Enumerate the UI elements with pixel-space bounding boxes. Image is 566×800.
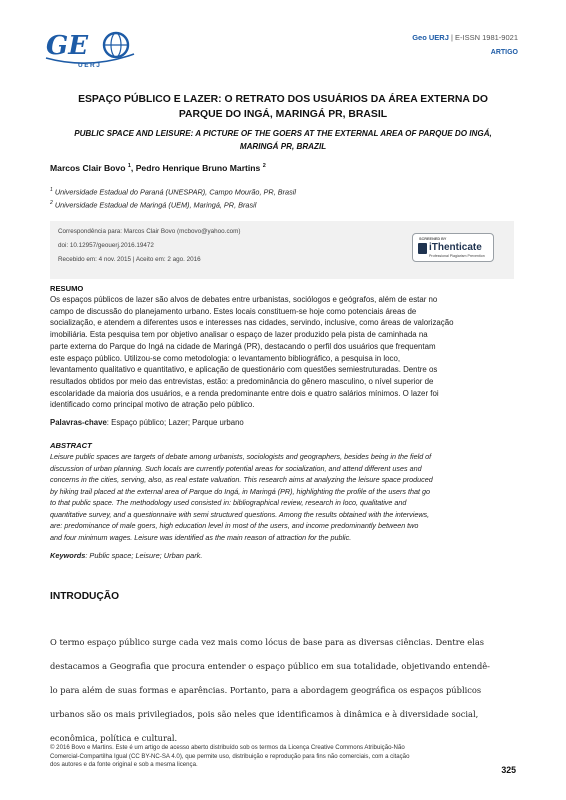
resumo-line: Os espaços públicos de lazer são alvos de debates entre urbanistas, sociólogos e geógrafos, além de estar no (50, 295, 438, 304)
resumo-line: resultados obtidos por meio das entrevistas, estão: a predominância do gênero masculino, o nível superior de (50, 376, 434, 386)
keywords-text: : Public space; Leisure; Urban park. (85, 551, 203, 560)
keywords-label: Keywords (50, 551, 86, 560)
abstract-line: Leisure public spaces are targets of debate among urbanists, sociologists and geographers, besides being in the field of (50, 452, 432, 461)
intro-line: O termo espaço público surge cada vez mais como lócus de base para as diversas ciências. Dentre elas (50, 637, 485, 647)
resumo-line: levantamento qualitativo e quantitativo, e aplicação de questionário com questões semiestruturadas. Dentre os (50, 365, 438, 375)
ithenticate-brand: iThenticate (429, 242, 482, 253)
keywords-text: : Espaço público; Lazer; Parque urbano (106, 418, 244, 427)
author-sup: 2 (262, 163, 266, 170)
issn: E-ISSN 1981-9021 (455, 33, 518, 42)
abstract-body (50, 451, 514, 543)
article-title: ESPAÇO PÚBLICO E LAZER: O RETRATO DOS USUÁRIOS DA ÁREA EXTERNA DO PARQUE DO INGÁ, MARINGÁ PR, BRASIL (78, 94, 488, 120)
affiliation (50, 187, 296, 196)
affiliation (50, 200, 256, 209)
footer-line: © 2016 Bovo e Martins. Este é um artigo de acesso aberto distribuído sob os termos da Licença Creative Commons Atribuição-Não (50, 744, 405, 751)
affiliation-text: Universidade Estadual de Maringá (UEM), Maringá, PR, Brasil (54, 200, 257, 210)
resumo-line: este espaço público. Utilizou-se como metodologia: o levantamento bibliográfico, a pesquisa in loco, (50, 353, 401, 363)
keywords (50, 551, 202, 560)
abstract-heading: ABSTRACT (50, 441, 92, 450)
intro-line: urbanos são os mais privilegiados, pois são neles que identificamos à dinâmica e à diversidade social, (50, 709, 479, 719)
affiliation-sup: 2 (50, 200, 53, 206)
screened-by-label: SCREENED BY (419, 237, 447, 241)
intro-line: econômica, política e cultural. (50, 733, 178, 743)
abstract-line: by hiking trail placed at the external area of Parque do Ingá, in Maringá (PR), highlighting the profile of the users that go (50, 486, 430, 496)
affiliation-sup: 1 (50, 187, 53, 193)
abstract-line: discussion of urban planning. Such locals are currently potential areas for socialization, and attend different uses and (50, 463, 422, 473)
journal-name: Geo UERJ (412, 33, 449, 42)
journal-info (412, 30, 518, 60)
intro-line: destacamos a Geografia que procura entender o espaço público em sua totalidade, objetivando entendê- (50, 661, 490, 671)
received-accepted-dates: Recebido em: 4 nov. 2015 | Aceito em: 2 ago. 2016 (58, 256, 201, 263)
author-name: Marcos Clair Bovo (50, 163, 126, 173)
affiliation-text: Universidade Estadual do Paraná (UNESPAR), Campo Mourão, PR, Brasil (54, 187, 296, 197)
abstract-line: and four minimum wages. Leisure was identified as the main reason of attraction for the public. (50, 532, 352, 542)
abstract-line: are: predominance of male goers, high education level in most of the users, and income predominantly between two (50, 521, 419, 531)
resumo-line: socialização, e atendem a diferentes usos e interesses nas cidades, servindo, inclusive, como áreas de valorização (50, 318, 454, 328)
resumo-line: escolaridade da maioria dos usuários, e a renda predominante entre dois e quatro salários mínimos. O lazer foi (50, 388, 439, 398)
footer-line: Comercial-Compartilha Igual (CC BY-NC-SA 4.0), que permite uso, distribuição e reprodução para fins não comerciais, com a citação (50, 752, 410, 760)
abstract-line: concerns in the cities, serving, also, as real estate valuation. This research aims at analyzing the leisure space produced (50, 475, 433, 485)
resumo-line: campo de discussão do planejamento urbano. Estes locais constituem-se hoje como potenciais áreas de (50, 306, 417, 316)
abstract-line: to that public space. The methodology used consisted in: bibliographical review, research in loco, qualitative and (50, 498, 407, 508)
separator: | (450, 33, 456, 42)
author-separator: , (130, 163, 136, 173)
resumo-heading: RESUMO (50, 284, 84, 293)
article-title-english: PUBLIC SPACE AND LEISURE: A PICTURE OF THE GOERS AT THE EXTERNAL AREA OF PARQUE DO INGÁ, MARINGÁ PR, BRAZIL (74, 129, 492, 151)
geo-uerj-logo (44, 30, 136, 70)
page-number: 325 (501, 765, 516, 775)
resumo-line: parte externa do Parque do Ingá na cidade de Maringá (PR), destacando o perfil dos usuários que frequentam (50, 341, 436, 351)
correspondence: Correspondência para: Marcos Clair Bovo (mcbovo@yahoo.com) (58, 228, 241, 235)
ithenticate-icon (418, 243, 427, 254)
authors (50, 163, 266, 173)
svg-text:GE: GE (46, 31, 89, 61)
resumo-line: identificado como principal motivo de atração pelo público. (50, 400, 255, 410)
resumo-line: imobiliária. Esta pesquisa tem por objetivo analisar o espaço de lazer produzido pela pista de caminhada na (50, 330, 428, 340)
ithenticate-badge (412, 233, 494, 262)
introduction-heading: INTRODUÇÃO (50, 591, 120, 602)
intro-line: lo para além de suas formas e aparências. Portanto, para a abordagem geográfica os espaços públicos (50, 685, 482, 695)
abstract-line: quantitative survey, and a questionnaire with semi structured questions. Among the results obtained with the interviews, (50, 509, 430, 519)
author-name: Pedro Henrique Bruno Martins (135, 163, 261, 173)
resumo-body (50, 294, 514, 411)
ithenticate-subtitle: Professional Plagiarism Prevention (429, 254, 485, 258)
footer-line: dos autores e da fonte original e sob a mesma licença. (50, 761, 198, 769)
article-type: ARTIGO (490, 49, 518, 56)
author-sup: 1 (127, 163, 131, 170)
palavras-chave (50, 418, 244, 427)
svg-text:UERJ: UERJ (78, 62, 102, 69)
doi: doi: 10.12957/geouerj.2016.19472 (58, 242, 154, 249)
license-footer (50, 744, 470, 770)
keywords-label: Palavras-chave (50, 418, 107, 427)
